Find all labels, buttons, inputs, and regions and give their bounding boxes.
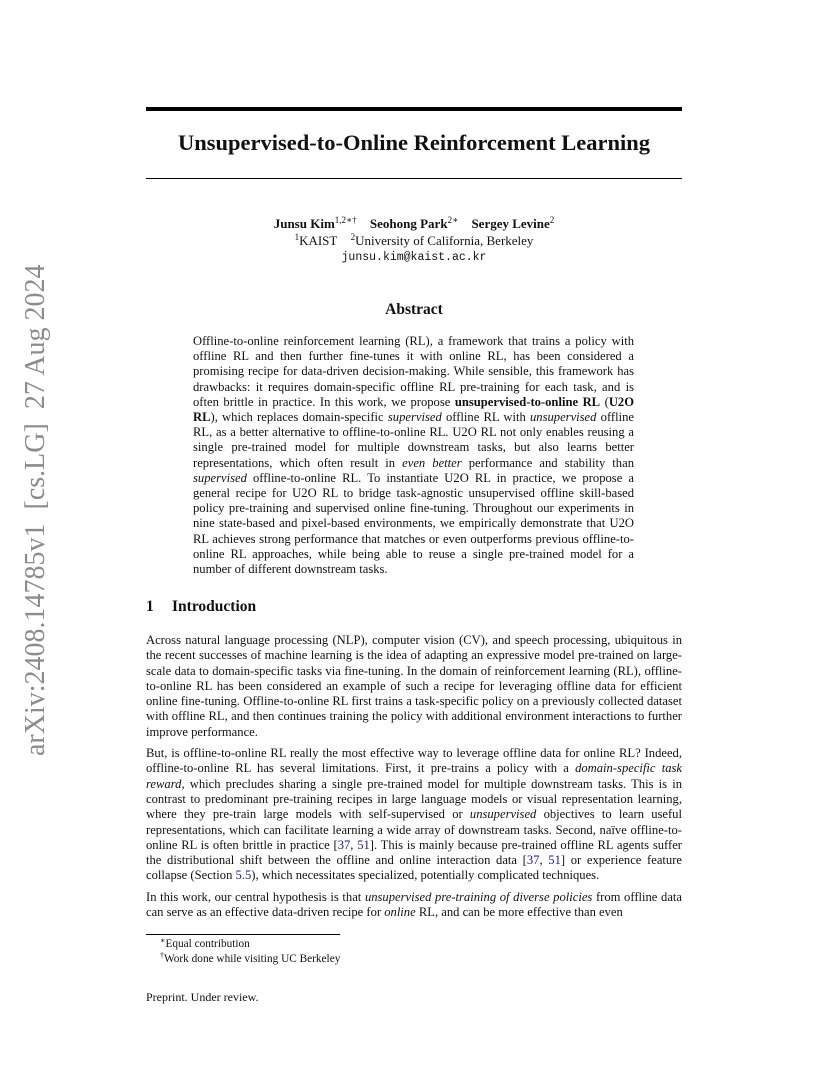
arxiv-date: 27 Aug 2024 [20,264,51,410]
author-marks: 1,2∗† [334,215,357,225]
footnote-mark: ∗ [160,936,166,945]
affiliation-list [146,233,682,249]
text-run: objectives to learn useful representations, which can facilitate learning a wide array of downstream tasks. Second, naïve offline-to-online RL is often brittle in practice [ [146,807,682,852]
section-number: 1 [146,598,154,615]
author-marks: 2 [549,215,555,225]
introduction-paragraph [146,890,682,921]
text-run: Across natural language processing (NLP), computer vision (CV), and speech processing, ubiquitous in the recent successes of machine learning is the idea of adapting an expressive model pre-trained on large-scale data to domain-specific tasks via fine-tuning. In the domain of reinforcement learning (RL), offline-to-online RL has been considered an example of such a recipe for leveraging offline data for efficient online fine-tuning. Offline-to-online RL first trains a task-specific policy on a previously collected dataset with offline RL, and then continues training the policy with additional environment interactions to further improve performance. [146,633,682,739]
title-rule-bottom [146,178,682,179]
text-run: ( [600,394,609,409]
text-run: But, is offline-to-online RL really the most effective way to leverage offline data for online RL? Indeed, offline-to-online RL has several limitations. First, it pre-trains a policy with a [146,746,682,776]
author-name: Sergey Levine [471,216,550,231]
text-run: from offline data can serve as an effective data-driven recipe for [146,889,683,920]
italic-text: unsupervised [529,410,597,425]
text-run: offline-to-online RL. To instantiate U2O RL in practice, we propose a general recipe for U2O RL to bridge task-agnostic unsupervised offline skill-based policy pre-training and supervised online fine-tuning. Throughout our experiments in nine state-based and pixel-based environments, we empirically demonstrate that U2O RL achieves strong performance that matches or even outperforms previous offline-to-online RL approaches, while being able to reuse a single pre-trained model for a number of different downstream tasks. [193,470,634,577]
bold-text: U2O RL [193,394,634,425]
author-name: Junsu Kim [273,216,335,231]
italic-text: online [384,905,416,920]
citation-link[interactable]: 37 [526,853,540,868]
text-run: ), which necessitates specialized, potentially complicated techniques. [251,868,600,883]
footnote [160,952,682,967]
footnote-text: Equal contribution [165,938,250,950]
footnote-rule [146,934,340,935]
citation-link[interactable]: 5.5 [235,868,252,883]
introduction-text [146,633,682,926]
author-email[interactable]: junsu.kim@kaist.ac.kr [341,251,487,264]
text-run: , [539,853,549,868]
text-run: offline RL with [441,410,530,425]
italic-text: unsupervised pre-training of diverse policies [364,889,593,904]
abstract-heading: Abstract [385,301,443,318]
paper-title: Unsupervised-to-Online Reinforcement Learning [177,130,651,155]
footnotes [160,937,682,966]
arxiv-category: [cs.LG] [20,423,51,510]
title-rule-top [146,107,682,111]
affiliation-mark: 1 [294,232,300,242]
italic-text: supervised [193,470,247,485]
citation-link[interactable]: 51 [357,837,370,852]
introduction-paragraph [146,746,682,884]
citation-link[interactable]: 51 [548,853,561,868]
text-run: offline RL, as a better alternative to offline-to-online RL. U2O RL not only enables reusing a single pre-trained model for multiple downstream tasks, but also learns better representations, which often result in [193,410,635,470]
text-run: , [350,837,358,852]
bold-text: unsupervised-to-online RL [454,394,601,409]
section-title: Introduction [172,598,257,615]
italic-text: domain-specific task reward [146,761,682,791]
footnote-mark: † [160,950,164,960]
section-heading-introduction [146,597,682,617]
preprint-note: Preprint. Under review. [146,990,259,1004]
abstract-text [193,334,634,577]
affiliation-name: KAIST [299,233,338,248]
footnote [160,937,682,952]
introduction-paragraph [146,633,682,740]
abstract-paragraph [193,334,634,577]
author-marks: 2∗ [447,215,459,225]
text-run: performance and stability than [461,455,634,470]
arxiv-id[interactable]: arXiv:2408.14785v1 [20,523,51,756]
author-list [146,216,682,232]
italic-text: unsupervised [469,807,537,822]
text-run: ]. This is mainly because pre-trained offline RL agents suffer the distributional shift between the offline and online interaction data [ [146,837,682,868]
affiliation-mark: 2 [350,232,356,242]
text-run: , which precludes sharing a single pre-trained model for multiple downstream tasks. This is in contrast to predominant pre-training recipes in large language models or visual representation learning, where they pre-train large models with self-supervised or [146,776,682,822]
text-run: Offline-to-online reinforcement learning (RL), a framework that trains a policy with offline RL and then further fine-tunes it with online RL, has been considered a promising recipe for data-driven decision-making. While sensible, this framework has drawbacks: it requires domain-specific offline RL pre-training for each task, and is often brittle in practice. In this work, we propose [193,334,634,409]
text-run: RL, and can be more effective than even [415,905,623,920]
footnote-text: Work done while visiting UC Berkeley [164,952,341,965]
arxiv-stamp [16,264,56,756]
text-run: ] or experience feature collapse (Section [146,853,682,883]
italic-text: supervised [387,410,442,425]
affiliation-name: University of California, Berkeley [355,233,534,248]
text-run: In this work, our central hypothesis is that [146,889,365,904]
citation-link[interactable]: 37 [337,837,351,852]
italic-text: even better [402,455,462,470]
text-run: ), which replaces domain-specific [210,410,388,425]
author-name: Seohong Park [369,216,448,231]
